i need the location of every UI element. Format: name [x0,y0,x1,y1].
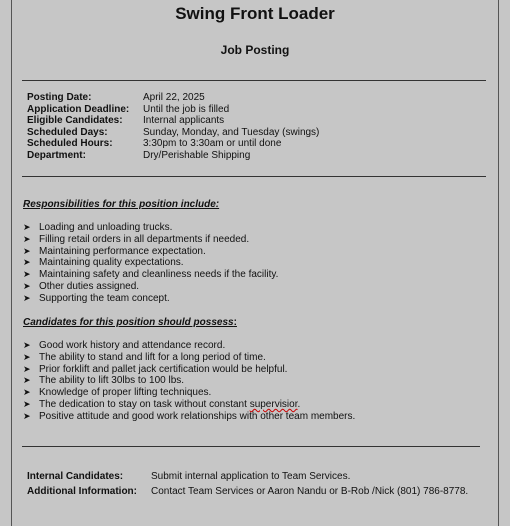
candidates-heading [23,317,237,328]
responsibilities-heading: Responsibilities for this position include: [23,199,220,210]
list-item [23,375,355,387]
list-item [23,364,355,376]
list-item-text: Knowledge of proper lifting techniques. [39,387,212,399]
spellcheck-flagged-word: supervisior [249,398,298,410]
list-item [23,222,278,234]
arrow-bullet-icon: ➤ [23,233,31,244]
list-item [23,411,355,423]
candidates-list [23,340,355,423]
footer-value: Submit internal application to Team Services. [151,471,351,482]
list-item-text: Supporting the team concept. [39,292,170,304]
list-item-text-prefix: The dedication to stay on task without constant [39,398,250,410]
list-item-text: Prior forklift and pallet jack certification would be helpful. [39,363,288,375]
list-item-text-suffix: . [297,398,301,410]
list-item [23,399,355,411]
arrow-bullet-icon: ➤ [23,398,31,409]
arrow-bullet-icon: ➤ [23,257,31,268]
footer-row [27,484,468,499]
arrow-bullet-icon: ➤ [23,363,31,374]
info-label: Scheduled Hours: [27,138,113,150]
footer-info [27,469,468,499]
arrow-bullet-icon: ➤ [23,269,31,280]
arrow-bullet-icon: ➤ [23,292,31,303]
document-title: Swing Front Loader [175,4,335,23]
list-item [23,387,355,399]
arrow-bullet-icon: ➤ [23,280,31,291]
info-label: Scheduled Days: [27,126,108,138]
arrow-bullet-icon: ➤ [23,222,31,232]
list-item-text: Maintaining safety and cleanliness needs if the facility. [39,269,279,281]
arrow-bullet-icon: ➤ [23,351,31,362]
info-label: Posting Date: [27,92,92,103]
info-row [27,104,319,116]
arrow-bullet-icon: ➤ [23,387,31,398]
responsibilities-list [23,222,278,305]
info-label: Eligible Candidates: [27,115,123,127]
footer-row [27,469,468,484]
info-value: Until the job is filled [143,103,230,115]
list-item [23,293,278,305]
info-row [27,127,319,139]
footer-label: Additional Information: [27,486,137,497]
info-value: Internal applicants [143,115,225,127]
list-item-text: Maintaining performance expectation. [39,245,206,257]
list-item-text: Maintaining quality expectations. [39,257,184,269]
list-item-text: The ability to stand and lift for a long period of time. [39,351,266,363]
info-value: 3:30pm to 3:30am or until done [143,138,282,150]
heading-colon: : [233,317,237,328]
info-row [27,92,319,104]
divider-bottom [22,446,480,447]
document-subtitle: Job Posting [220,43,290,57]
info-row [27,115,319,127]
arrow-bullet-icon: ➤ [23,375,31,386]
list-item [23,257,278,269]
list-item-text: Positive attitude and good work relationships with other team members. [39,410,356,422]
list-item-text: The ability to lift 30lbs to 100 lbs. [39,375,185,387]
divider-middle [22,176,486,177]
list-item [23,281,278,293]
arrow-bullet-icon: ➤ [23,410,31,421]
info-label: Department: [27,149,86,161]
list-item-text: Other duties assigned. [39,280,140,292]
posting-info [27,92,319,162]
footer-value: Contact Team Services or Aaron Nandu or B-Rob /Nick (801) 786-8778. [151,486,469,497]
arrow-bullet-icon: ➤ [23,340,31,350]
list-item [23,234,278,246]
list-item-text [39,399,300,411]
info-row [27,150,319,162]
list-item-text: Loading and unloading trucks. [39,222,173,233]
info-value: Sunday, Monday, and Tuesday (swings) [143,126,320,138]
info-row [27,138,319,150]
candidates-heading-text: Candidates for this position should possess [23,317,234,328]
document-page [11,0,499,526]
arrow-bullet-icon: ➤ [23,245,31,256]
info-value: Dry/Perishable Shipping [143,149,251,161]
list-item-text: Filling retail orders in all departments if needed. [39,233,250,245]
list-item [23,246,278,258]
footer-label: Internal Candidates: [27,471,124,482]
list-item [23,269,278,281]
list-item [23,352,355,364]
divider-top [22,80,486,81]
info-label: Application Deadline: [27,103,130,115]
list-item-text: Good work history and attendance record. [39,340,226,351]
info-value: April 22, 2025 [143,92,205,103]
list-item [23,340,355,352]
